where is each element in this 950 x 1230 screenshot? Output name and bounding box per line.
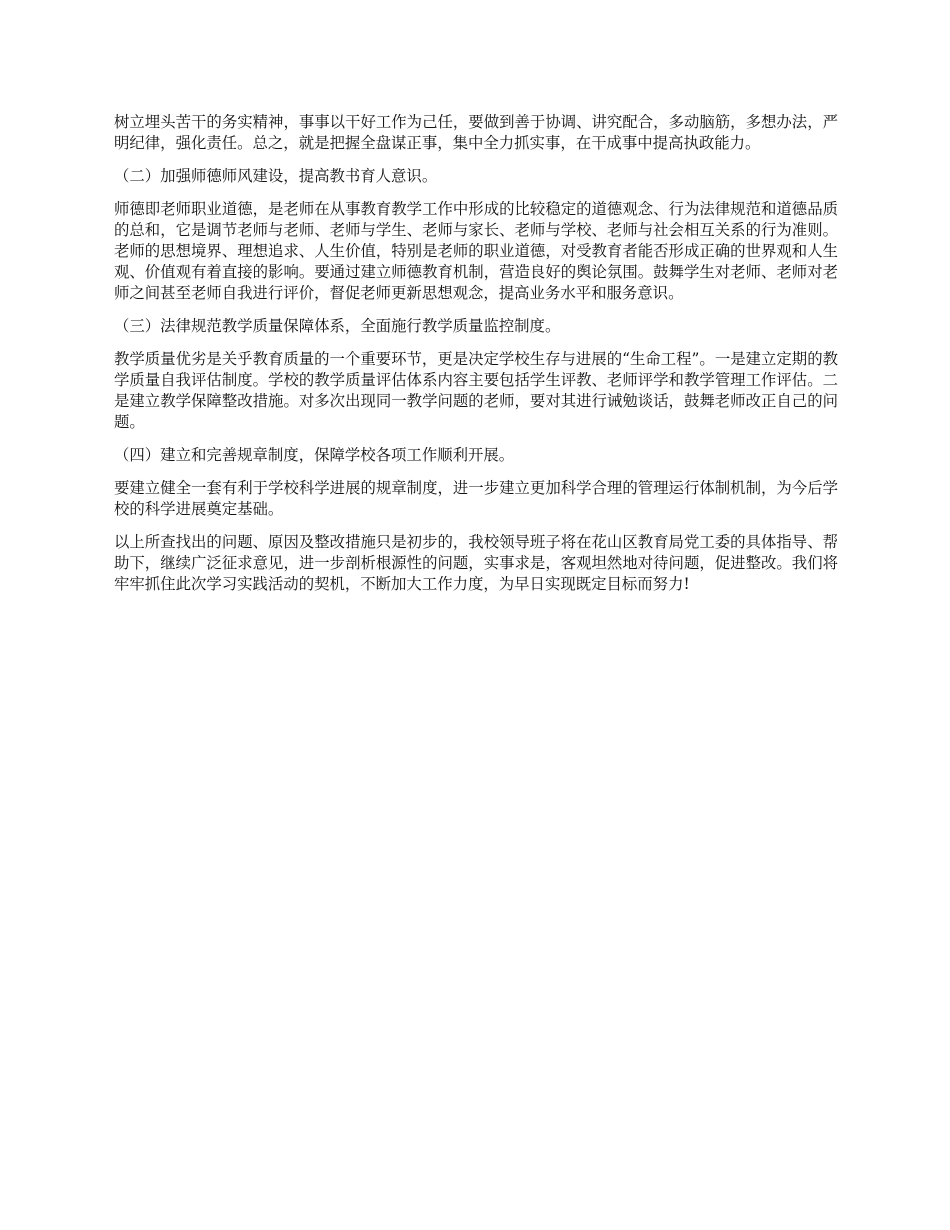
- paragraph-teaching-quality: 教学质量优劣是关乎教育质量的一个重要环节，更是决定学校生存与进展的“生命工程”。一是建立定期的教学质量自我评估制度。学校的教学质量评估体系内容主要包括学生评教、老师评学和教学管理工作评估。二是建立教学保障整改措施。对多次出现同一教学问题的老师，要对其进行诫勉谈话，鼓舞老师改正自己的问题。: [114, 350, 838, 431]
- paragraph-intro: 树立埋头苦干的务实精神，事事以干好工作为己任，要做到善于协调、讲究配合，多动脑筋，多想办法，严明纪律，强化责任。总之，就是把握全盘谋正事，集中全力抓实事，在干成事中提高执政能力。: [114, 113, 838, 152]
- section-heading-2: （二）加强师德师风建设，提高教书育人意识。: [114, 167, 438, 185]
- paragraph-teacher-ethics: 师德即老师职业道德，是老师在从事教育教学工作中形成的比较稳定的道德观念、行为法律规范和道德品质的总和，它是调节老师与老师、老师与学生、老师与家长、老师与学校、老师与社会相互关系的行为准则。老师的思想境界、理想追求、人生价值，特别是老师的职业道德，对受教育者能否形成正确的世界观和人生观、价值观有着直接的影响。要通过建立师德教育机制，营造良好的舆论氛围。鼓舞学生对老师、老师对老师之间甚至老师自我进行评价，督促老师更新思想观念，提高业务水平和服务意识。: [114, 200, 838, 302]
- section-heading-4: （四）建立和完善规章制度，保障学校各项工作顺利开展。: [114, 446, 515, 464]
- paragraph-regulations: 要建立健全一套有利于学校科学进展的规章制度，进一步建立更加科学合理的管理运行体制机制，为今后学校的科学进展奠定基础。: [114, 479, 838, 518]
- section-heading-3: （三）法律规范教学质量保障体系，全面施行教学质量监控制度。: [114, 317, 561, 335]
- paragraph-conclusion: 以上所查找出的问题、原因及整改措施只是初步的，我校领导班子将在花山区教育局党工委的具体指导、帮助下，继续广泛征求意见，进一步剖析根源性的问题，实事求是，客观坦然地对待问题，促进整改。我们将牢牢抓住此次学习实践活动的契机，不断加大工作力度，为早日实现既定目标而努力!: [114, 533, 838, 593]
- document-page: [114, 112, 838, 607]
